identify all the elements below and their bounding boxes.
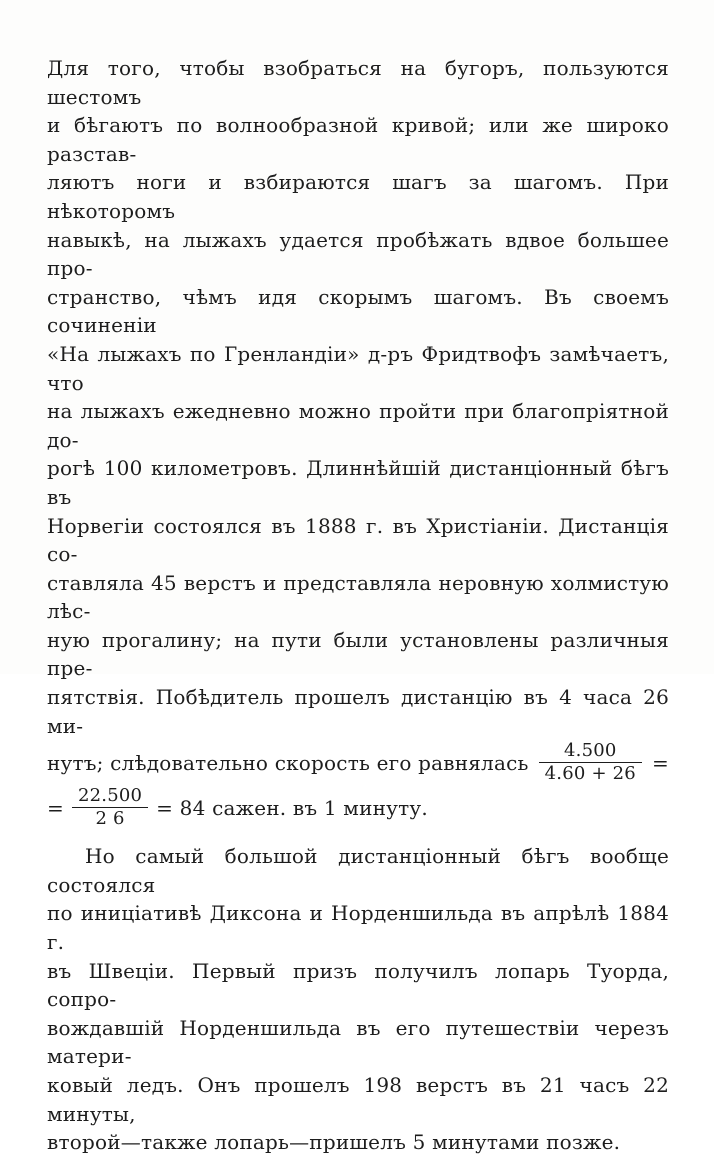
fraction-numerator: 22.500 — [72, 786, 148, 809]
formula-line-2 — [47, 785, 669, 830]
text-line: Но самый большой дистанціонный бѣгъ вообще состоялся — [47, 844, 669, 897]
formula-line-1 — [47, 740, 669, 785]
text-line: «На лыжахъ по Гренландіи» д-ръ Фридтвофъ замѣчаетъ, что — [47, 341, 669, 395]
text-line: ляютъ ноги и взбираются шагъ за шагомъ. При нѣкоторомъ — [47, 170, 669, 223]
text-line: по иниціативѣ Диксона и Норденшильда въ апрѣлѣ 1884 г. — [47, 901, 669, 955]
fraction-2 — [72, 786, 148, 830]
text-line: пятствія. Побѣдитель прошелъ дистанцію въ 4 часа 26 ми- — [47, 685, 669, 738]
text-line: вождавшій Норденшильда въ его путешествіи черезъ матери- — [47, 1015, 669, 1069]
fraction-1 — [539, 741, 642, 785]
fraction-denominator: 2 6 — [95, 808, 125, 830]
paragraph-1 — [47, 54, 669, 830]
text-line: въ Швеціи. Первый призъ получилъ лопарь Туорда, сопро- — [47, 958, 669, 1012]
text-line: рогѣ 100 километровъ. Длиннѣйшій дистанціонный бѣгъ въ — [47, 456, 669, 509]
text-block — [47, 54, 669, 1157]
fraction-denominator: 4.60 + 26 — [544, 763, 636, 785]
text-line: и бѣгаютъ по волнообразной кривой; или же широко разстав- — [47, 113, 669, 166]
equals-sign: = — [652, 750, 669, 775]
formula-text: нутъ; слѣдовательно скорость его равнялась — [47, 750, 529, 775]
fraction-numerator: 4.500 — [539, 741, 642, 764]
text-line: странство, чѣмъ идя скорымъ шагомъ. Въ своемъ сочиненіи — [47, 284, 669, 338]
text-line: ную прогалину; на пути были установлены различныя пре- — [47, 627, 669, 681]
formula-result: = 84 сажен. въ 1 минуту. — [156, 795, 428, 820]
text-line: ставляла 45 верстъ и представляла неровную холмистую лѣс- — [47, 570, 669, 624]
text-line: Норвегіи состоялся въ 1888 г. въ Христіаніи. Дистанція со- — [47, 513, 669, 567]
text-line: Для того, чтобы взобраться на бугоръ, пользуются шестомъ — [47, 56, 669, 109]
equals-sign: = — [47, 795, 64, 820]
paragraph-2 — [47, 842, 669, 1157]
text-line: на лыжахъ ежедневно можно пройти при благопріятной до- — [47, 399, 669, 452]
text-line: второй—также лопарь—пришелъ 5 минутами позже. — [47, 1130, 621, 1155]
text-line: ковый ледъ. Онъ прошелъ 198 верстъ въ 21 часъ 22 минуты, — [47, 1073, 669, 1126]
text-line: навыкѣ, на лыжахъ удается пробѣжать вдвое большее про- — [47, 227, 669, 281]
